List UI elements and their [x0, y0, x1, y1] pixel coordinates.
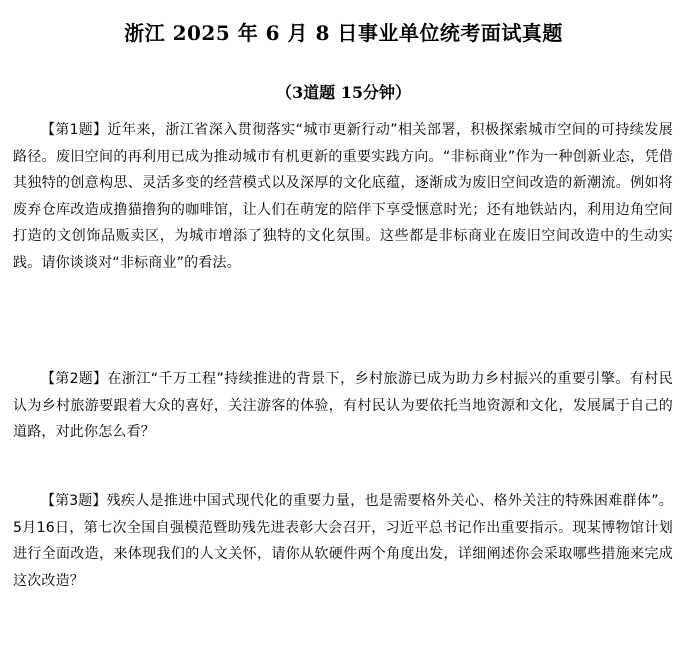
question-1-label: 【第1题】	[41, 122, 108, 138]
document-subtitle: （3道题 15分钟）	[276, 83, 411, 102]
question-2-label: 【第2题】	[41, 371, 108, 387]
question-2-text: 在浙江“千万工程”持续推进的背景下，乡村旅游已成为助力乡村振兴的重要引擎。有村民认为乡村旅游要跟着大众的喜好，关注游客的体验，有村民认为要依托当地资源和文化，发展属于自己的道路，对此你怎么看？	[13, 371, 673, 440]
question-1	[13, 117, 673, 276]
question-1-text: 近年来，浙江省深入贯彻落实“城市更新行动”相关部署，积极探索城市空间的可持续发展路径。废旧空间的再利用已成为推动城市有机更新的重要实践方向。“非标商业”作为一种创新业态，凭借其独特的创意构思、灵活多变的经营模式以及深厚的文化底蕴，逐渐成为废旧空间改造的新潮流。例如将废弃仓库改造成撸猫撸狗的咖啡馆，让人们在萌宠的陪伴下享受惬意时光；还有地铁站内，利用边角空间打造的文创饰品贩卖区，为城市增添了独特的文化氛围。这些都是非标商业在废旧空间改造中的生动实践。请你谈谈对“非标商业”的看法。	[13, 122, 673, 271]
question-3-label: 【第3题】	[41, 493, 107, 509]
question-2	[13, 366, 673, 446]
question-3	[13, 488, 673, 594]
document-title: 浙江 2025 年 6 月 8 日事业单位统考面试真题	[124, 21, 563, 45]
question-3-text: 残疾人是推进中国式现代化的重要力量，也是需要格外关心、格外关注的特殊困难群体”。5月16日，第七次全国自强模范暨助残先进表彰大会召开，习近平总书记作出重要指示。现某博物馆计划进行全面改造，来体现我们的人文关怀，请你从软硬件两个角度出发，详细阐述你会采取哪些措施来完成这次改造？	[13, 493, 673, 589]
